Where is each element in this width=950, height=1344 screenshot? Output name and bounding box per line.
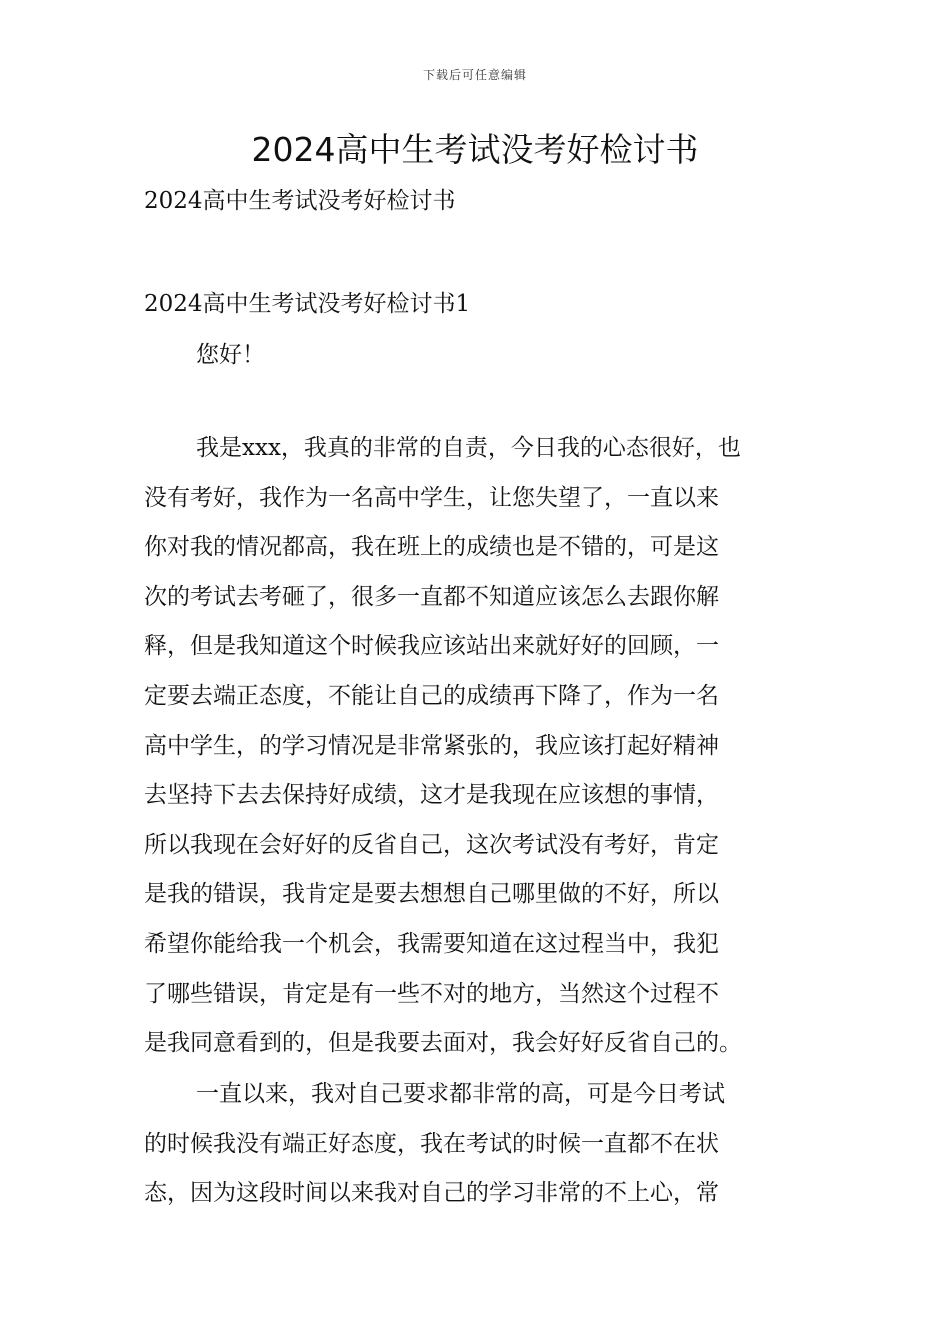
document-title: 2024高中生考试没考好检讨书	[251, 130, 699, 169]
paragraph-line: 是我的错误，我肯定是要去想想自己哪里做的不好，所以	[144, 881, 719, 908]
document-subtitle: 2024高中生考试没考好检讨书	[144, 188, 456, 214]
paragraph-line: 高中学生，的学习情况是非常紧张的，我应该打起好精神	[144, 732, 719, 759]
paragraph-line: 是我同意看到的，但是我要去面对，我会好好反省自己的。	[144, 1030, 742, 1057]
paragraph-line: 所以我现在会好好的反省自己，这次考试没有考好，肯定	[144, 831, 719, 858]
greeting: 您好！	[196, 342, 265, 368]
paragraph-line: 定要去端正态度，不能让自己的成绩再下降了，作为一名	[144, 682, 719, 709]
paragraph-line: 希望你能给我一个机会，我需要知道在这过程当中，我犯	[144, 930, 719, 957]
paragraph-line: 去坚持下去去保持好成绩，这才是我现在应该想的事情，	[144, 782, 719, 809]
paragraph-line: 释，但是我知道这个时候我应该站出来就好好的回顾，一	[144, 633, 719, 660]
paragraph-line: 次的考试去考砸了，很多一直都不知道应该怎么去跟你解	[144, 583, 719, 610]
paragraph-line: 了哪些错误，肯定是有一些不对的地方，当然这个过程不	[144, 980, 719, 1007]
paragraph-line: 态，因为这段时间以来我对自己的学习非常的不上心，常	[144, 1180, 719, 1207]
header-note: 下载后可任意编辑	[422, 68, 527, 82]
paragraph-line: 我是xxx，我真的非常的自责，今日我的心态很好，也	[196, 435, 741, 461]
paragraph-1	[144, 424, 810, 1069]
paragraph-2	[144, 1070, 810, 1219]
paragraph-line: 你对我的情况都高，我在班上的成绩也是不错的，可是这	[144, 534, 719, 561]
section-heading: 2024高中生考试没考好检讨书1	[144, 291, 471, 317]
paragraph-line: 的时候我没有端正好态度，我在考试的时候一直都不在状	[144, 1130, 719, 1157]
paragraph-line: 一直以来，我对自己要求都非常的高，可是今日考试	[196, 1081, 725, 1107]
paragraph-line: 没有考好，我作为一名高中学生，让您失望了，一直以来	[144, 484, 719, 511]
